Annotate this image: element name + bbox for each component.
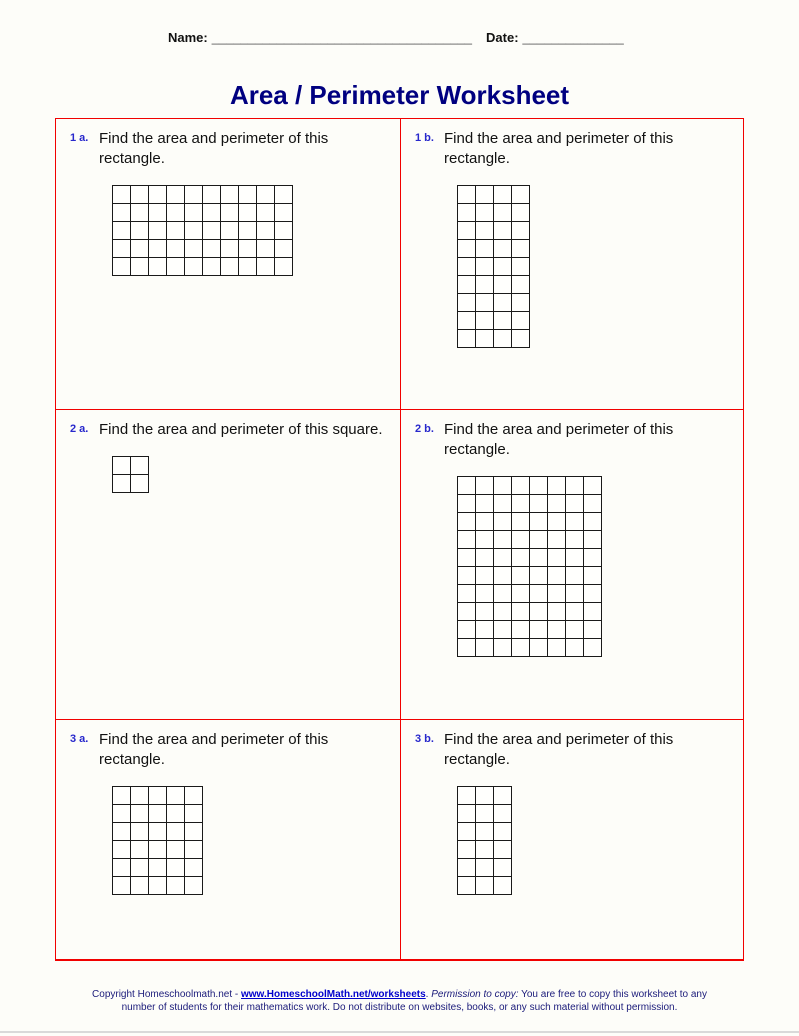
grid-square: [203, 186, 221, 204]
grid-square: [458, 312, 476, 330]
problem-number-label: 3 b.: [415, 733, 434, 745]
grid-square: [167, 823, 185, 841]
grid-square: [185, 859, 203, 877]
grid-square: [131, 787, 149, 805]
grid-square: [476, 805, 494, 823]
footer: [0, 988, 799, 1014]
grid-square: [275, 186, 293, 204]
problem-text: Find the area and perimeter of this rectangle.: [444, 421, 674, 458]
grid-square: [584, 531, 602, 549]
grid-square: [512, 639, 530, 657]
grid-square: [476, 513, 494, 531]
unit-grid-figure: [457, 185, 530, 348]
grid-square: [185, 240, 203, 258]
grid-square: [566, 513, 584, 531]
unit-grid-figure: [112, 185, 293, 276]
grid-square: [512, 495, 530, 513]
date-label: Date:: [486, 30, 519, 45]
grid-square: [149, 841, 167, 859]
grid-square: [275, 258, 293, 276]
grid-square: [476, 787, 494, 805]
grid-square: [584, 495, 602, 513]
grid-square: [185, 841, 203, 859]
copyright-text: Copyright Homeschoolmath.net -: [92, 989, 239, 1000]
grid-square: [476, 823, 494, 841]
problem-cell: [401, 119, 743, 410]
grid-square: [512, 258, 530, 276]
grid-square: [131, 805, 149, 823]
grid-square: [494, 294, 512, 312]
problem-header: [415, 129, 743, 169]
grid-square: [494, 841, 512, 859]
problem-text: Find the area and perimeter of this rectangle.: [99, 130, 329, 167]
unit-grid-figure: [457, 476, 602, 657]
grid-square: [530, 531, 548, 549]
grid-square: [584, 603, 602, 621]
grid-square: [584, 549, 602, 567]
grid-square: [185, 258, 203, 276]
grid-square: [530, 549, 548, 567]
grid-square: [566, 585, 584, 603]
grid-square: [458, 186, 476, 204]
grid-square: [476, 585, 494, 603]
grid-square: [548, 567, 566, 585]
grid-square: [149, 787, 167, 805]
problem-header: [70, 420, 400, 440]
grid-square: [530, 513, 548, 531]
grid-square: [476, 222, 494, 240]
grid-square: [512, 186, 530, 204]
grid-square: [131, 222, 149, 240]
grid-square: [167, 877, 185, 895]
grid-square: [257, 240, 275, 258]
grid-square: [512, 477, 530, 495]
unit-grid-figure: [112, 456, 149, 493]
grid-square: [167, 240, 185, 258]
grid-square: [494, 186, 512, 204]
grid-square: [458, 513, 476, 531]
grid-square: [476, 859, 494, 877]
grid-square: [512, 312, 530, 330]
grid-square: [512, 585, 530, 603]
grid-square: [494, 805, 512, 823]
unit-grid-figure: [112, 786, 203, 895]
grid-square: [131, 859, 149, 877]
grid-square: [113, 240, 131, 258]
grid-square: [566, 495, 584, 513]
grid-square: [131, 475, 149, 493]
grid-square: [113, 877, 131, 895]
grid-square: [494, 639, 512, 657]
problem-text: Find the area and perimeter of this rectangle.: [444, 130, 674, 167]
header: [0, 0, 799, 45]
problem-cell: [401, 720, 743, 959]
grid-square: [494, 276, 512, 294]
grid-square: [149, 805, 167, 823]
grid-square: [476, 841, 494, 859]
grid-square: [566, 621, 584, 639]
problem-cell: [56, 119, 401, 410]
footer-line-1: [0, 988, 799, 1001]
grid-square: [131, 204, 149, 222]
grid-square: [458, 240, 476, 258]
grid-square: [530, 639, 548, 657]
grid-square: [566, 639, 584, 657]
problem-number-label: 2 b.: [415, 423, 434, 435]
grid-square: [458, 222, 476, 240]
grid-square: [494, 495, 512, 513]
grid-square: [458, 330, 476, 348]
grid-square: [221, 186, 239, 204]
grid-square: [131, 823, 149, 841]
grid-square: [476, 639, 494, 657]
grid-square: [458, 805, 476, 823]
grid-square: [458, 603, 476, 621]
grid-square: [494, 585, 512, 603]
grid-square: [113, 222, 131, 240]
grid-square: [566, 549, 584, 567]
grid-square: [476, 621, 494, 639]
grid-square: [257, 258, 275, 276]
grid-square: [476, 258, 494, 276]
problem-header: [415, 420, 743, 460]
grid-square: [239, 222, 257, 240]
grid-square: [458, 621, 476, 639]
grid-square: [458, 585, 476, 603]
grid-square: [113, 186, 131, 204]
grid-square: [530, 477, 548, 495]
grid-square: [512, 513, 530, 531]
grid-square: [458, 859, 476, 877]
problem-header: [70, 730, 400, 770]
grid-square: [530, 495, 548, 513]
grid-square: [113, 823, 131, 841]
grid-square: [494, 312, 512, 330]
grid-square: [494, 603, 512, 621]
grid-square: [494, 204, 512, 222]
problem-text: Find the area and perimeter of this square.: [99, 421, 383, 438]
grid-square: [239, 258, 257, 276]
date-blank-line: ______________: [522, 30, 624, 45]
problem-text: Find the area and perimeter of this rectangle.: [444, 731, 674, 768]
grid-square: [275, 240, 293, 258]
grid-square: [113, 841, 131, 859]
grid-square: [131, 841, 149, 859]
grid-square: [149, 186, 167, 204]
problems-table: [55, 118, 744, 961]
grid-square: [185, 222, 203, 240]
grid-square: [458, 531, 476, 549]
grid-square: [476, 294, 494, 312]
grid-square: [149, 877, 167, 895]
grid-square: [203, 204, 221, 222]
grid-square: [113, 805, 131, 823]
grid-square: [512, 531, 530, 549]
grid-square: [167, 186, 185, 204]
grid-square: [458, 258, 476, 276]
grid-square: [548, 495, 566, 513]
grid-square: [458, 841, 476, 859]
grid-square: [566, 477, 584, 495]
grid-square: [185, 204, 203, 222]
problem-header: [415, 730, 743, 770]
grid-square: [149, 859, 167, 877]
grid-square: [476, 240, 494, 258]
grid-square: [221, 204, 239, 222]
grid-square: [476, 312, 494, 330]
grid-square: [458, 567, 476, 585]
grid-square: [203, 222, 221, 240]
grid-square: [149, 258, 167, 276]
problem-number-label: 3 a.: [70, 733, 89, 745]
grid-square: [530, 621, 548, 639]
grid-square: [167, 204, 185, 222]
page-title: Area / Perimeter Worksheet: [229, 80, 570, 110]
grid-square: [476, 330, 494, 348]
grid-square: [494, 240, 512, 258]
grid-square: [203, 258, 221, 276]
grid-square: [512, 222, 530, 240]
problem-cell: [401, 410, 743, 720]
grid-square: [584, 621, 602, 639]
grid-square: [584, 585, 602, 603]
grid-square: [512, 603, 530, 621]
grid-square: [221, 258, 239, 276]
grid-square: [275, 204, 293, 222]
grid-square: [458, 276, 476, 294]
grid-square: [113, 457, 131, 475]
grid-square: [476, 477, 494, 495]
grid-square: [548, 621, 566, 639]
grid-square: [131, 186, 149, 204]
grid-square: [584, 477, 602, 495]
after-link-text: .: [425, 989, 429, 1000]
grid-square: [530, 567, 548, 585]
grid-square: [494, 859, 512, 877]
grid-square: [131, 457, 149, 475]
grid-square: [476, 204, 494, 222]
footer-line-2: number of students for their mathematics work. Do not distribute on websites, books, or any such material without permission.: [121, 1002, 678, 1013]
worksheets-link[interactable]: www.HomeschoolMath.net/worksheets: [241, 989, 426, 1000]
grid-square: [512, 621, 530, 639]
grid-square: [167, 805, 185, 823]
grid-square: [548, 639, 566, 657]
grid-square: [185, 805, 203, 823]
grid-square: [584, 639, 602, 657]
grid-square: [458, 877, 476, 895]
grid-square: [149, 222, 167, 240]
grid-square: [257, 186, 275, 204]
grid-square: [476, 567, 494, 585]
problem-header: [70, 129, 400, 169]
grid-square: [167, 841, 185, 859]
grid-square: [275, 222, 293, 240]
grid-square: [494, 258, 512, 276]
grid-square: [149, 204, 167, 222]
grid-square: [458, 823, 476, 841]
grid-square: [458, 294, 476, 312]
grid-square: [512, 240, 530, 258]
grid-square: [494, 877, 512, 895]
grid-square: [458, 549, 476, 567]
grid-square: [203, 240, 221, 258]
grid-square: [476, 495, 494, 513]
problem-cell: [56, 410, 401, 720]
grid-square: [476, 531, 494, 549]
grid-square: [476, 186, 494, 204]
grid-square: [113, 859, 131, 877]
grid-square: [512, 567, 530, 585]
grid-square: [494, 823, 512, 841]
grid-square: [566, 567, 584, 585]
grid-square: [512, 276, 530, 294]
grid-square: [239, 240, 257, 258]
grid-square: [458, 495, 476, 513]
grid-square: [221, 240, 239, 258]
page-bottom-divider: [0, 1031, 799, 1033]
grid-square: [185, 877, 203, 895]
grid-square: [221, 222, 239, 240]
grid-square: [131, 877, 149, 895]
grid-square: [548, 477, 566, 495]
grid-square: [548, 513, 566, 531]
grid-square: [548, 531, 566, 549]
problem-number-label: 1 b.: [415, 132, 434, 144]
grid-square: [548, 603, 566, 621]
grid-square: [149, 823, 167, 841]
grid-square: [494, 621, 512, 639]
grid-square: [167, 258, 185, 276]
grid-square: [257, 222, 275, 240]
grid-square: [113, 204, 131, 222]
grid-square: [458, 204, 476, 222]
name-blank-line: ____________________________________: [211, 30, 473, 45]
permission-label: Permission to copy:: [431, 989, 519, 1000]
grid-square: [185, 787, 203, 805]
grid-square: [131, 258, 149, 276]
grid-square: [458, 477, 476, 495]
grid-square: [548, 585, 566, 603]
problem-number-label: 2 a.: [70, 423, 89, 435]
grid-square: [476, 549, 494, 567]
grid-square: [239, 186, 257, 204]
grid-square: [113, 787, 131, 805]
grid-square: [494, 477, 512, 495]
grid-square: [584, 567, 602, 585]
grid-square: [458, 639, 476, 657]
grid-square: [512, 294, 530, 312]
grid-square: [494, 787, 512, 805]
grid-square: [494, 513, 512, 531]
problem-cell: [56, 720, 401, 959]
grid-square: [494, 549, 512, 567]
grid-square: [566, 531, 584, 549]
name-label: Name:: [168, 30, 208, 45]
grid-square: [512, 549, 530, 567]
grid-square: [458, 787, 476, 805]
problem-text: Find the area and perimeter of this rectangle.: [99, 731, 329, 768]
grid-square: [476, 276, 494, 294]
grid-square: [494, 567, 512, 585]
grid-square: [185, 823, 203, 841]
grid-square: [530, 603, 548, 621]
grid-square: [239, 204, 257, 222]
grid-square: [167, 859, 185, 877]
grid-square: [185, 186, 203, 204]
permission-text: You are free to copy this worksheet to any: [521, 989, 707, 1000]
grid-square: [494, 330, 512, 348]
grid-square: [512, 330, 530, 348]
grid-square: [149, 240, 167, 258]
grid-square: [476, 603, 494, 621]
grid-square: [584, 513, 602, 531]
unit-grid-figure: [457, 786, 512, 895]
grid-square: [530, 585, 548, 603]
grid-square: [494, 222, 512, 240]
grid-square: [131, 240, 149, 258]
grid-square: [167, 787, 185, 805]
grid-square: [494, 531, 512, 549]
grid-square: [167, 222, 185, 240]
grid-square: [113, 475, 131, 493]
grid-square: [257, 204, 275, 222]
grid-square: [113, 258, 131, 276]
grid-square: [566, 603, 584, 621]
grid-square: [512, 204, 530, 222]
problem-number-label: 1 a.: [70, 132, 89, 144]
grid-square: [548, 549, 566, 567]
grid-square: [476, 877, 494, 895]
